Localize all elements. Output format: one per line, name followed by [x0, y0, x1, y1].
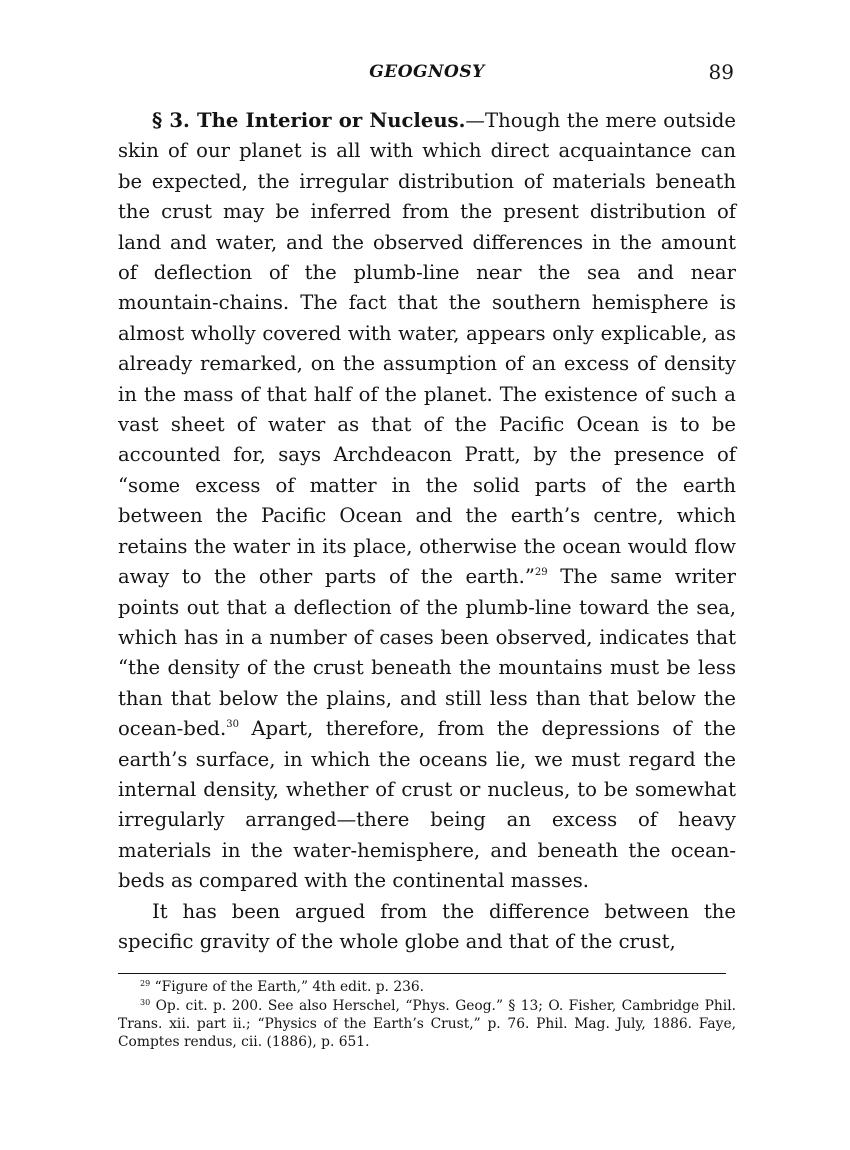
footnote-number: 30	[140, 997, 151, 1007]
running-title: GEOGNOSY	[369, 62, 485, 82]
paragraph-text: —Though the mere outside skin of our planet is all with which direct acquaintance can be expected, the irregular distribution of materials beneath the crust may be inferred from the present distribution of land and water, and the observed differences in the amount of deflection of the plumb-line near the sea and near mountain-chains. The fact that the southern hemisphere is almost wholly covered with water, appears only explicable, as already remarked, on the assumption of an excess of density in the mass of that half of the planet. The existence of such a vast sheet of water as that of the Pacific Ocean is to be accounted for, says Archdeacon Pratt, by the presence of “some excess of matter in the solid parts of the earth between the Pacific Ocean and the earth’s centre, which retains the water in its place, otherwise the ocean would flow away to the other parts of the earth.”	[118, 109, 736, 589]
paragraph-text: Apart, therefore, from the depressions of the earth’s surface, in which the oceans lie, we must regard the internal density, whether of crust or nucleus, to be somewhat irregularly arranged—there being an excess of heavy materials in the water-hemisphere, and beneath the ocean-beds as compared with the continental masses.	[118, 717, 736, 893]
footnote-text: “Figure of the Earth,” 4th edit. p. 236.	[150, 979, 425, 996]
body-text	[118, 106, 736, 957]
footnote-30	[118, 997, 736, 1052]
book-page	[118, 58, 736, 1051]
running-head	[118, 58, 736, 92]
footnote-text: Op. cit. p. 200. See also Herschel, “Phys. Geog.” § 13; O. Fisher, Cambridge Phil. Trans. xii. part ii.; “Physics of the Earth’s Crust,” p. 76. Phil. Mag. July, 1886. Faye, Comptes rendus, cii. (1886), p. 651.	[118, 997, 736, 1050]
paragraph-text: It has been argued from the difference between the specific gravity of the whole globe and that of the crust,	[118, 899, 736, 953]
paragraph-specific-gravity	[118, 897, 736, 958]
section-heading: § 3. The Interior or Nucleus.	[152, 109, 466, 132]
footnotes	[118, 978, 736, 1051]
footnote-ref-30: 30	[226, 719, 239, 731]
paragraph-text: The same writer points out that a deflection of the plumb-line toward the sea, which has in a number of cases been observed, indicates that “the density of the crust beneath the mountains must be less than that below the plains, and still less than that below the ocean-bed.	[118, 565, 736, 741]
footnote-ref-29: 29	[534, 567, 548, 579]
paragraph-interior-nucleus	[118, 106, 736, 897]
footnote-number: 29	[140, 979, 151, 989]
page-number: 89	[708, 60, 734, 84]
footnote-29	[118, 978, 736, 996]
footnote-divider	[118, 973, 726, 974]
